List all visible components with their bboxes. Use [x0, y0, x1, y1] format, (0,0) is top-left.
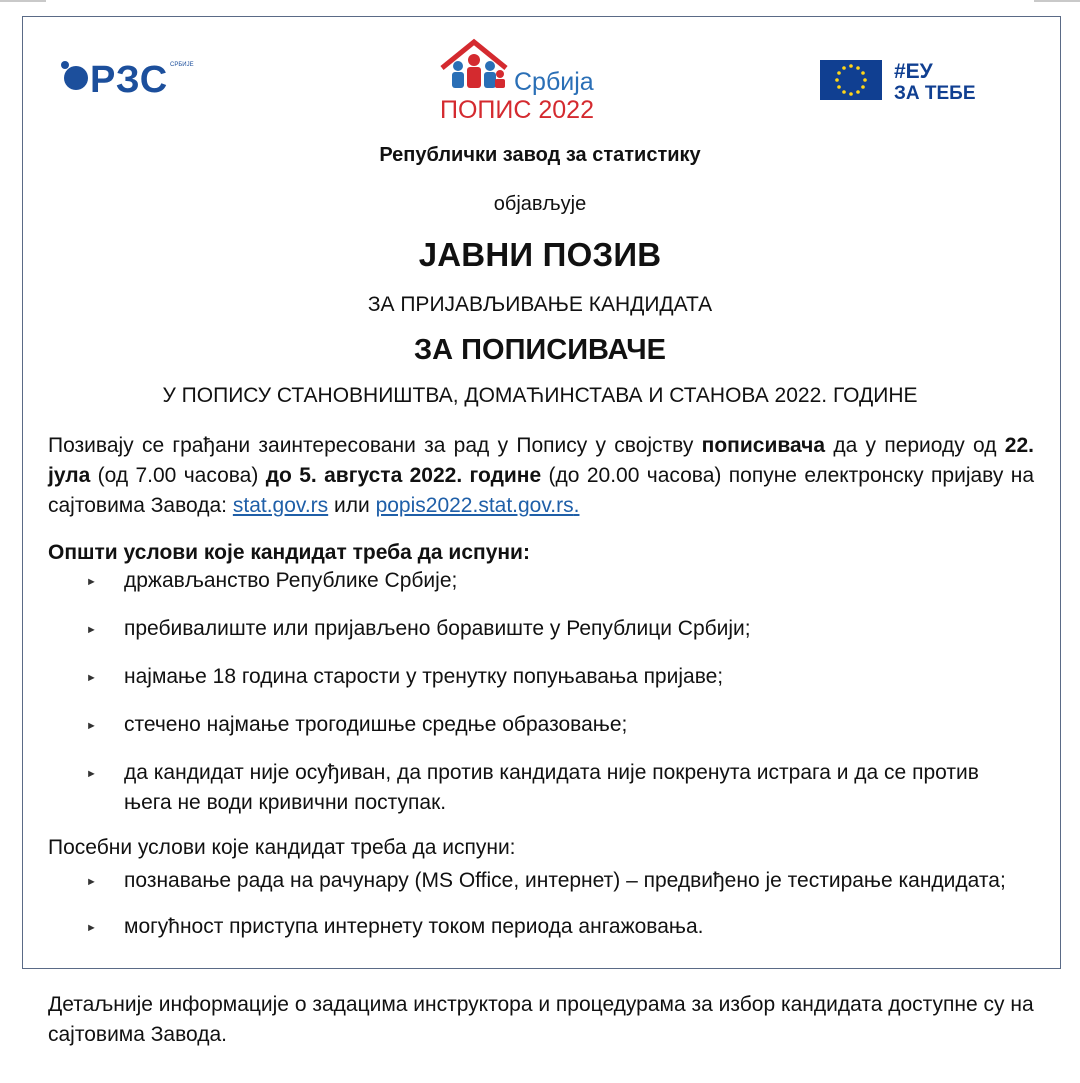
- intro-role-bold: пописивача: [701, 434, 826, 457]
- rzs-logo-small-text: СРБИЈЕ: [170, 62, 194, 68]
- list-item-text: могућност приступа интернету током периода ангажовања.: [124, 915, 704, 938]
- eu-line2-text: ЗА ТЕБЕ: [894, 83, 976, 102]
- census-heading: У ПОПИСУ СТАНОВНИШТВА, ДОМАЋИНСТАВА И СТАНОВА 2022. ГОДИНЕ: [162, 384, 918, 407]
- list-item-text: да кандидат није осуђиван, да против кандидата није покренута истрага и да се против њега не води кривични поступак.: [124, 761, 979, 814]
- general-conditions-title: Општи услови које кандидат треба да испуни:: [48, 541, 530, 564]
- popis2022-link[interactable]: popis2022.stat.gov.rs: [375, 494, 574, 517]
- general-conditions-list: [80, 566, 1010, 818]
- arrow-bullet-icon: ►: [86, 876, 97, 888]
- special-conditions-list: [80, 866, 1010, 942]
- institution-name: Републички завод за статистику: [379, 144, 701, 166]
- intro-part3: (од 7.00 часова): [90, 464, 266, 487]
- intro-part4: (до 20.00 часова) попуне електронску пријаву на сајтовима Завода:: [48, 464, 1035, 517]
- list-item-text: најмање 18 година старости у тренутку попуњавања пријаве;: [124, 665, 724, 688]
- list-item-text: пребивалиште или пријављено боравиште у Републици Србији;: [124, 617, 751, 640]
- list-item: [80, 614, 1010, 644]
- intro-date-start: 22. јула: [48, 434, 1034, 487]
- intro-part5: или: [328, 494, 376, 517]
- eu-line1-text: #ЕУ: [894, 60, 933, 83]
- list-item: [80, 866, 1010, 896]
- rzs-logo: [60, 58, 200, 98]
- list-item: [80, 710, 1010, 740]
- list-item-text: стечено најмање трогодишње средње образовање;: [124, 713, 628, 736]
- footer-paragraph: Детаљније информације о задацима инструктора и процедурама за избор кандидата доступне су на сајтовима Завода.: [48, 993, 1034, 1046]
- popis-country-text: Србија: [514, 68, 594, 96]
- list-item-text: држављанство Републике Србије;: [124, 569, 458, 592]
- popis-2022-logo: [438, 38, 608, 124]
- announces-text: објављује: [493, 193, 587, 215]
- intro-date-end: до 5. августа 2022. године: [265, 464, 542, 487]
- role-heading: ЗА ПОПИСИВАЧЕ: [414, 334, 666, 366]
- intro-part1: Позивају се грађани заинтересовани за рад у Попису у својству: [48, 434, 702, 457]
- list-item: [80, 912, 1010, 942]
- stat-gov-link[interactable]: stat.gov.rs: [232, 494, 329, 517]
- arrow-bullet-icon: ►: [86, 720, 97, 732]
- logo-header: [0, 0, 1080, 130]
- arrow-bullet-icon: ►: [86, 768, 97, 780]
- subheading: ЗА ПРИЈАВЉИВАЊЕ КАНДИДАТА: [367, 293, 713, 316]
- rzs-logo-text: РЗС: [90, 59, 169, 98]
- list-item-text: познавање рада на рачунару (MS Office, интернет) – предвиђено је тестирање кандидата;: [124, 869, 1006, 892]
- page-title: ЈАВНИ ПОЗИВ: [418, 236, 662, 273]
- arrow-bullet-icon: ►: [86, 922, 97, 934]
- arrow-bullet-icon: ►: [86, 576, 97, 588]
- list-item: [80, 758, 1010, 818]
- arrow-bullet-icon: ►: [86, 672, 97, 684]
- eu-logo: [818, 58, 978, 102]
- intro-paragraph: [48, 431, 1034, 521]
- list-item: [80, 566, 1010, 596]
- intro-part2: да у периоду од: [825, 434, 1005, 457]
- special-conditions-title: Посебни услови које кандидат треба да испуни:: [48, 836, 516, 859]
- popis-title-text: ПОПИС 2022: [440, 96, 594, 124]
- list-item: [80, 662, 1010, 692]
- link-period: .: [573, 494, 580, 517]
- arrow-bullet-icon: ►: [86, 624, 97, 636]
